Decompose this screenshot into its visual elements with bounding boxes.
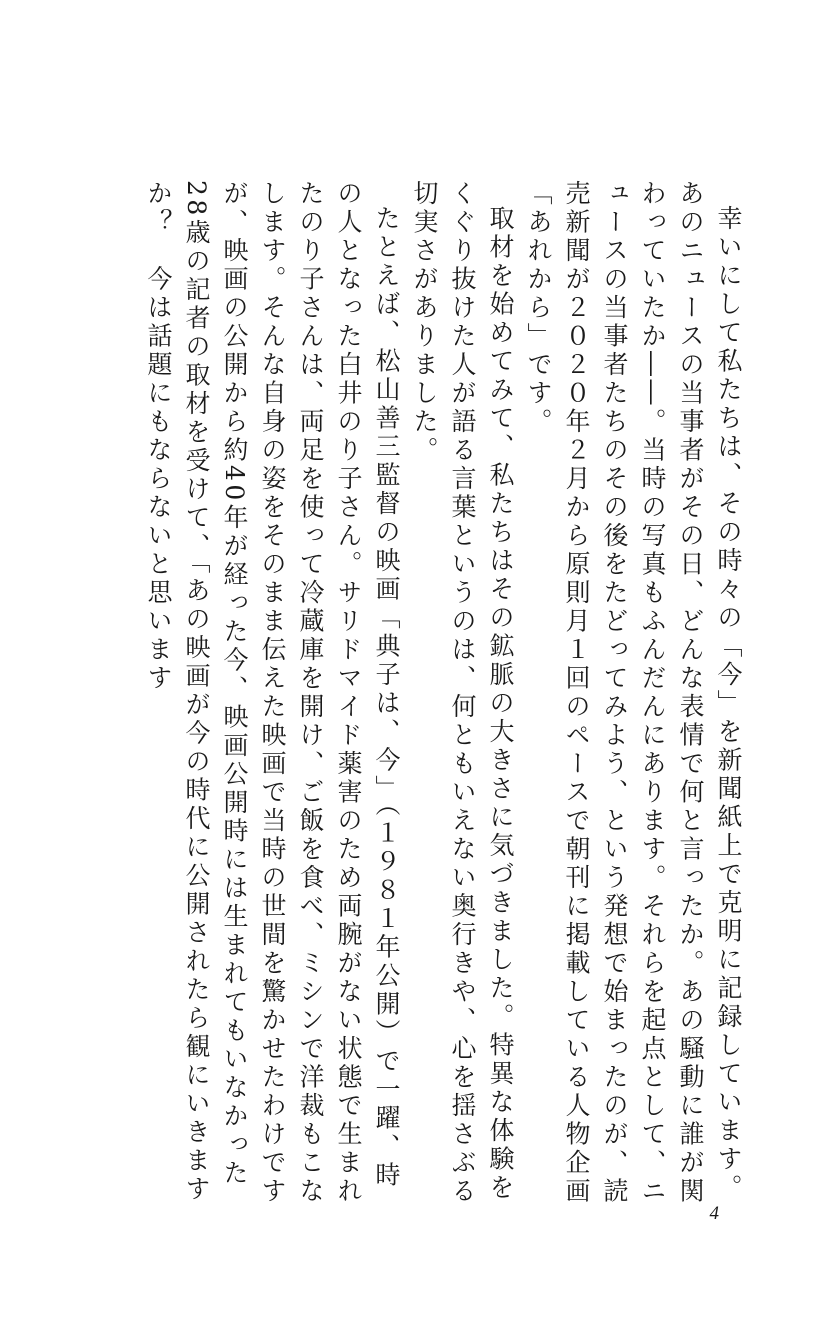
paragraph-3: たとえば、松山善三監督の映画「典子は、今」（１９８１年公開）で一躍、時の人となった白井のり子さん。サリドマイド薬害のため両腕がない状態で生まれたのり子さんは、両足を使って冷蔵庫を開け、ご飯を食べ、ミシンで洋裁もこなします。そんな自身の姿をそのまま伝えた映画で当時の世間を驚かせたわけですが、映画の公開から約40年が経った今、映画公開時には生まれてもいなかった28歳の記者の取材を受けて、「あの映画が今の時代に公開されたら観にいきますか？ 今は話題にもならないと思います [144,180,401,1206]
vertical-text-body [87,180,747,1215]
paragraph-2: 取材を始めてみて、私たちはその鉱脈の大きさに気づきました。特異な体験をくぐり抜けた人が語る言葉というのは、何ともいえない奥行きや、心を揺さぶる切実さがありました。 [410,180,515,1206]
page-number: 4 [709,1203,719,1224]
paragraph-1: 幸いにして私たちは、その時々の「今」を新聞紙上で克明に記録しています。あのニュースの当事者がその日、どんな表情で何と言ったか。あの騒動に誰が関わっていたか――。当時の写真もふんだんにあります。それらを起点として、ニュースの当事者たちのその後をたどってみよう、という発想で始まったのが、読売新聞が２０２０年２月から原則月１回のペースで朝刊に掲載している人物企画「あれから」です。 [524,180,743,1206]
